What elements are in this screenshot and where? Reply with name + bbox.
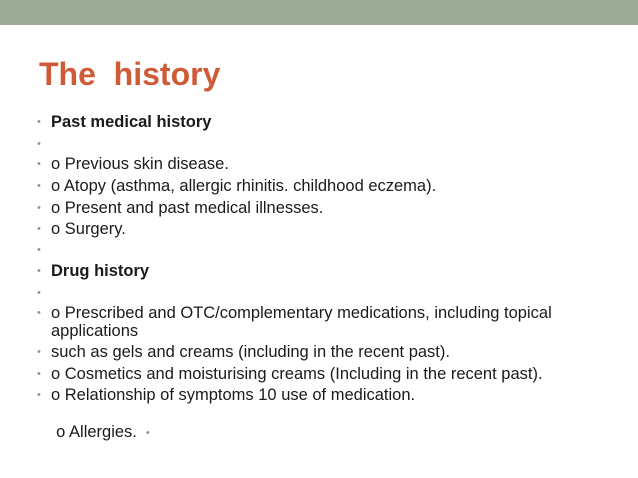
bullet-item <box>37 343 607 361</box>
bullet-text: o Present and past medical illnesses. <box>51 199 324 217</box>
bullet-item <box>37 284 607 302</box>
allergies-text: o Allergies. <box>56 423 137 441</box>
bullet-text: o Atopy (asthma, allergic rhinitis. childhood eczema). <box>51 177 437 195</box>
bullet-item <box>37 135 607 153</box>
bullet-marker: • <box>37 158 41 170</box>
bullet-marker: • <box>37 389 41 401</box>
trailing-bullet-marker: • <box>145 427 150 439</box>
bullet-marker: • <box>37 202 41 214</box>
bullet-item <box>37 241 607 259</box>
bullet-item <box>37 155 607 173</box>
bullet-marker: • <box>37 307 41 319</box>
bullet-item <box>37 386 607 404</box>
bullet-item <box>37 177 607 195</box>
bullet-item <box>37 365 607 383</box>
bullet-item <box>37 199 607 217</box>
bullet-item <box>37 304 607 340</box>
bullet-item <box>37 113 607 131</box>
bullet-text: such as gels and creams (including in the recent past). <box>51 343 450 361</box>
bullet-text: o Prescribed and OTC/complementary medications, including topical applications <box>51 304 552 340</box>
bullet-text: o Surgery. <box>51 220 126 238</box>
bullet-marker: • <box>37 223 41 235</box>
bullet-marker: • <box>37 346 41 358</box>
bullet-item <box>37 262 607 280</box>
bullet-marker: • <box>37 368 41 380</box>
bullet-item <box>37 220 607 238</box>
bullet-text: Drug history <box>51 262 150 280</box>
bullet-marker: • <box>37 116 41 128</box>
bullet-text: Past medical history <box>51 113 212 131</box>
allergies-line <box>47 405 150 442</box>
bullet-text: o Cosmetics and moisturising creams (Including in the recent past). <box>51 365 543 383</box>
bullet-marker: • <box>37 138 41 150</box>
bullet-text: o Previous skin disease. <box>51 155 229 173</box>
bullet-marker: • <box>37 265 41 277</box>
bullet-text: o Relationship of symptoms 10 use of medication. <box>51 386 416 404</box>
bullet-marker: • <box>37 287 41 299</box>
bullet-marker: • <box>37 244 41 256</box>
bullet-marker: • <box>37 180 41 192</box>
slide-title: The history <box>39 56 221 92</box>
